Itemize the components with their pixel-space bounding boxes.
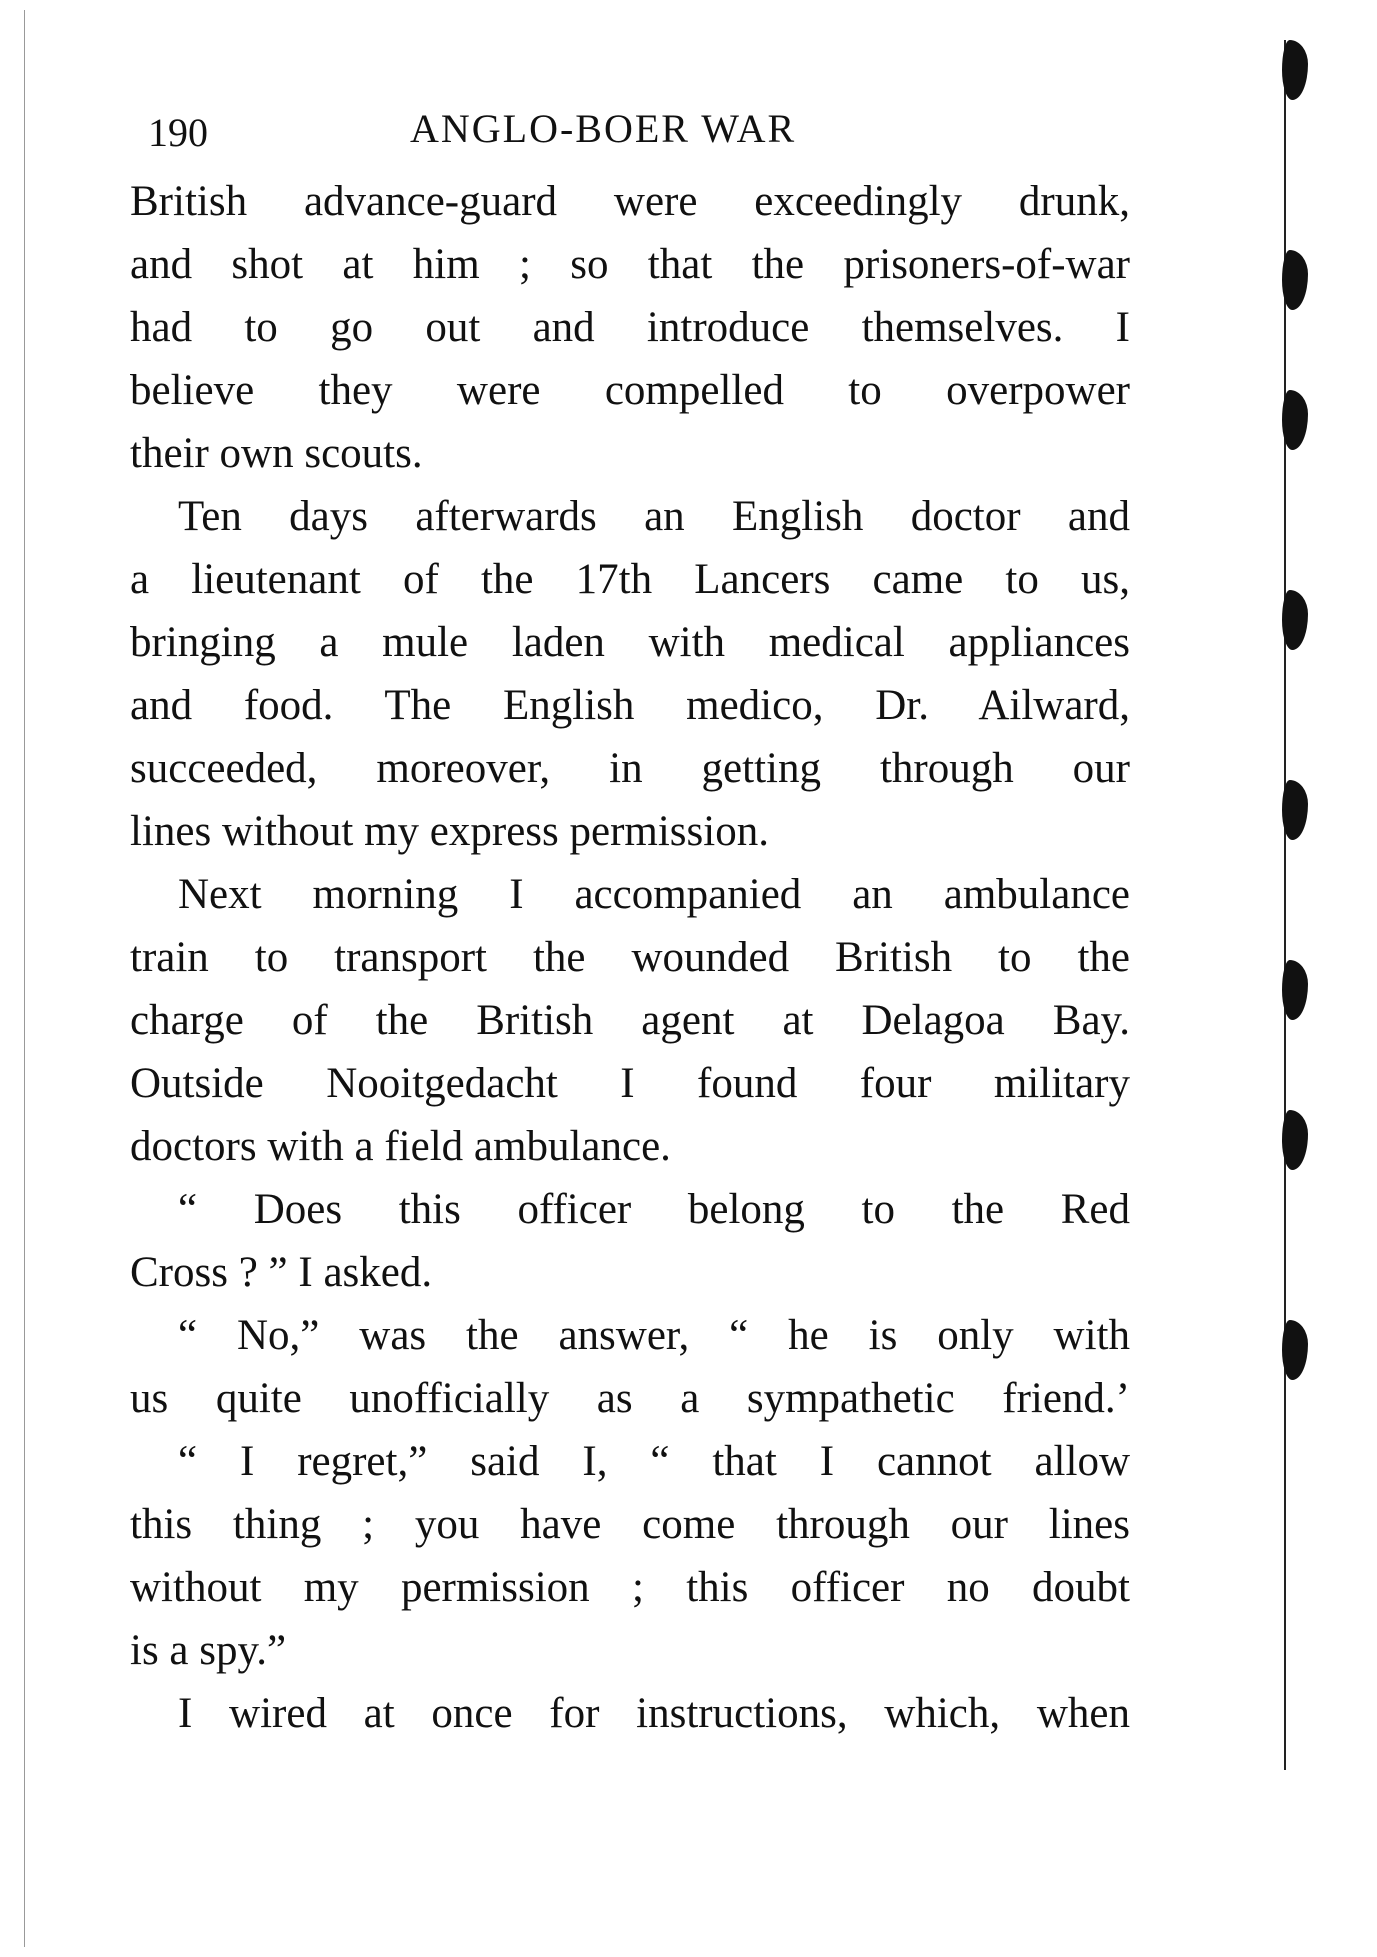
page-header: [148, 105, 1128, 165]
text-line: doctors with a field ambulance.: [130, 1123, 671, 1170]
text-line: believe they were compelled to overpower: [130, 367, 1130, 414]
text-line: charge of the British agent at Delagoa Bay.: [130, 997, 1130, 1044]
binding-blot: [1282, 1110, 1308, 1170]
page-number: 190: [148, 110, 208, 155]
text-line: is a spy.”: [130, 1627, 287, 1674]
text-line: Outside Nooitgedacht I found four military: [130, 1060, 1130, 1107]
text-line: Ten days afterwards an English doctor and: [178, 493, 1130, 540]
text-line: “ No,” was the answer, “ he is only with: [178, 1312, 1130, 1359]
binding-blot: [1282, 40, 1308, 100]
text-line: Cross ? ” I asked.: [130, 1249, 433, 1296]
text-line: I wired at once for instructions, which, when: [178, 1690, 1130, 1737]
binding-blot: [1282, 590, 1308, 650]
text-line: their own scouts.: [130, 430, 423, 477]
body-text: [130, 170, 1130, 1745]
text-line: and shot at him ; so that the prisoners-of-war: [130, 241, 1130, 288]
text-line: us quite unofficially as a sympathetic friend.’: [130, 1375, 1130, 1422]
text-line: British advance-guard were exceedingly drunk,: [130, 178, 1130, 225]
binding-blot: [1282, 960, 1308, 1020]
text-line: succeeded, moreover, in getting through our: [130, 745, 1130, 792]
running-head: ANGLO-BOER WAR: [410, 106, 797, 151]
text-line: “ Does this officer belong to the Red: [178, 1186, 1130, 1233]
binding-blot: [1282, 1320, 1308, 1380]
text-line: without my permission ; this officer no doubt: [130, 1564, 1130, 1611]
page-edge-line: [24, 10, 25, 1947]
text-line: “ I regret,” said I, “ that I cannot allow: [178, 1438, 1130, 1485]
text-line: had to go out and introduce themselves. I: [130, 304, 1130, 351]
text-line: Next morning I accompanied an ambulance: [178, 871, 1130, 918]
text-line: bringing a mule laden with medical appliances: [130, 619, 1130, 666]
binding-blot: [1282, 390, 1308, 450]
binding-blot: [1282, 250, 1308, 310]
text-line: a lieutenant of the 17th Lancers came to us,: [130, 556, 1130, 603]
text-line: this thing ; you have come through our lines: [130, 1501, 1130, 1548]
text-line: and food. The English medico, Dr. Ailward,: [130, 682, 1130, 729]
binding-blot: [1282, 780, 1308, 840]
text-line: train to transport the wounded British to the: [130, 934, 1130, 981]
text-line: lines without my express permission.: [130, 808, 769, 855]
